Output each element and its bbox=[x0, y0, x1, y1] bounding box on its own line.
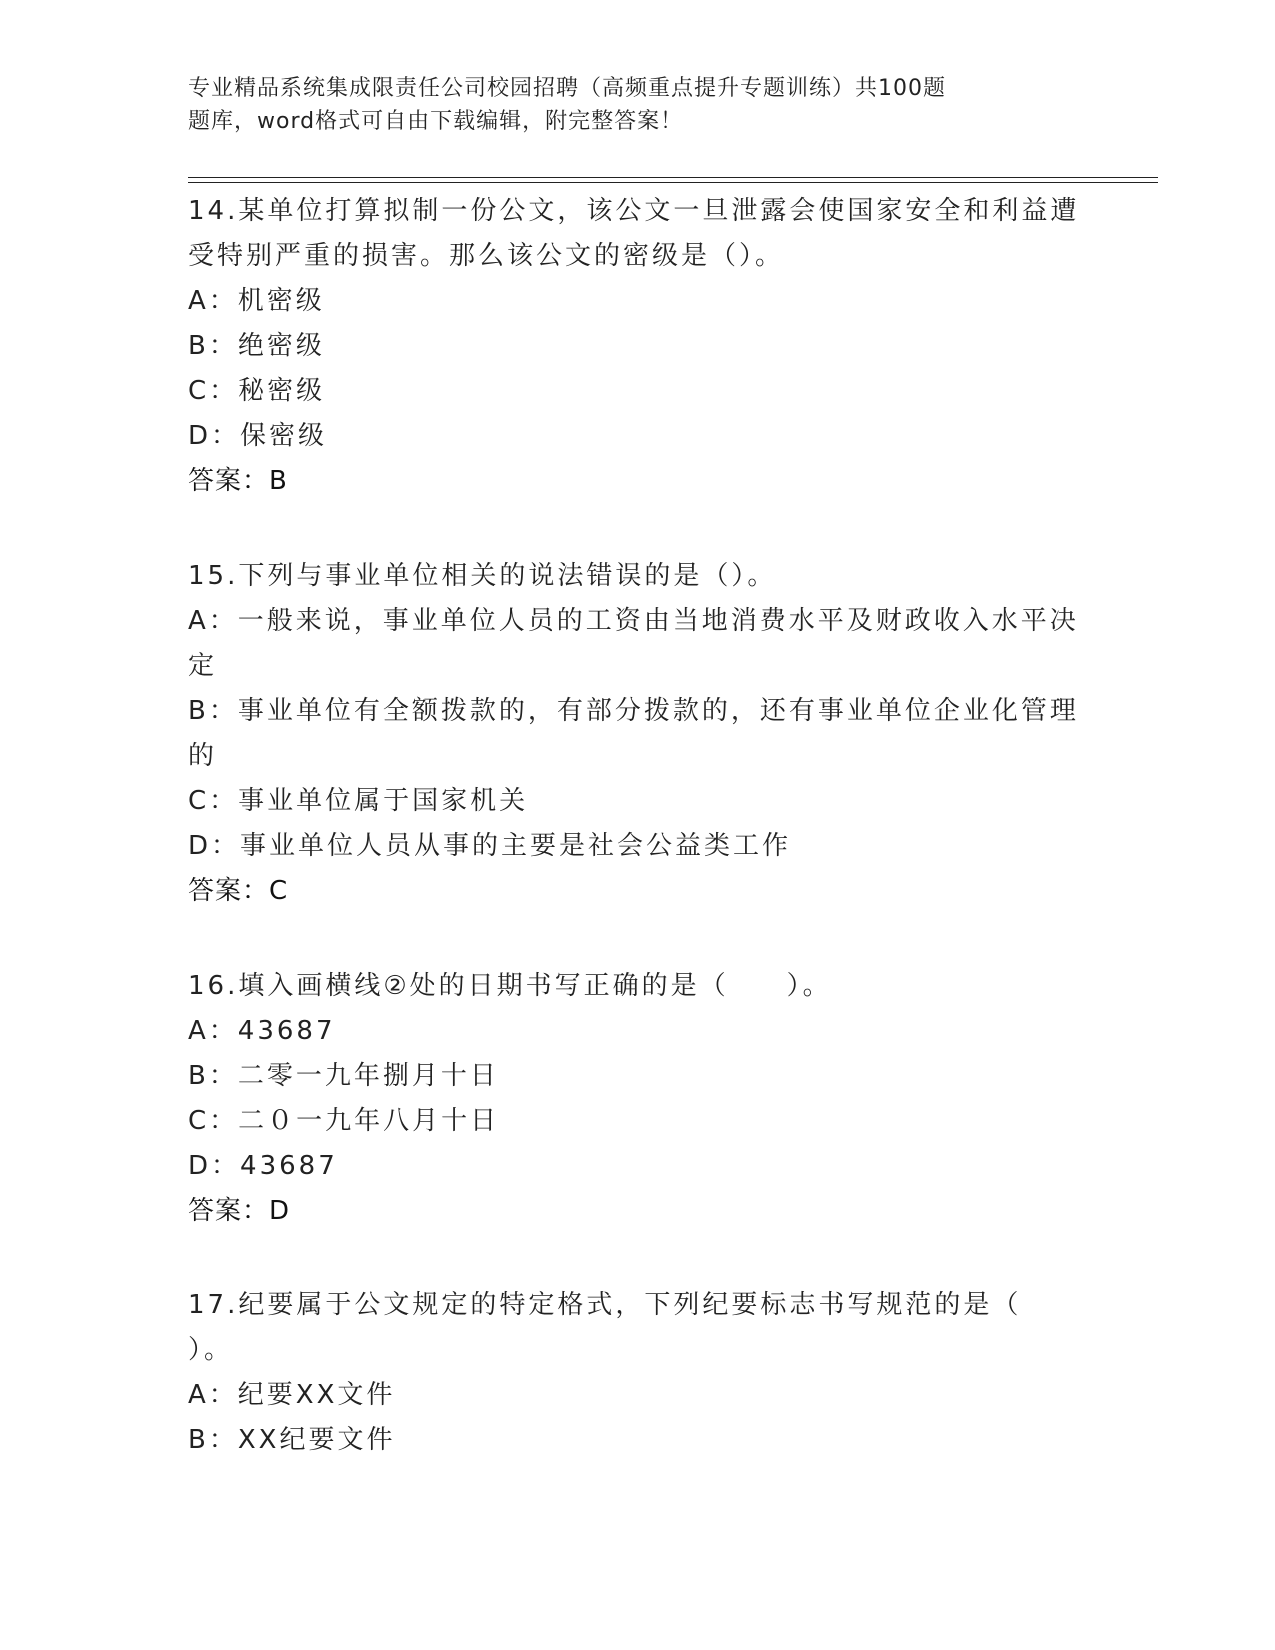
option-b-continued: 的 bbox=[188, 741, 218, 771]
option-b: B：绝密级 bbox=[188, 331, 325, 361]
option-a: A：机密级 bbox=[188, 286, 325, 316]
header-line-2: 题库，word格式可自由下载编辑，附完整答案！ bbox=[188, 109, 684, 134]
option-d: D：事业单位人员从事的主要是社会公益类工作 bbox=[188, 831, 792, 861]
question-17 bbox=[188, 1283, 1088, 1463]
question-stem-continued: ）。 bbox=[188, 1335, 234, 1365]
option-c: C：二０一九年八月十日 bbox=[188, 1106, 500, 1136]
option-a: A：纪要XX文件 bbox=[188, 1380, 396, 1410]
option-b: B：二零一九年捌月十日 bbox=[188, 1061, 499, 1091]
header-divider-top bbox=[188, 177, 1158, 178]
question-stem: 16.填入画横线②处的日期书写正确的是（ ）。 bbox=[188, 971, 832, 1001]
answer: 答案：B bbox=[188, 466, 288, 496]
question-stem-continued: 受特别严重的损害。那么该公文的密级是（）。 bbox=[188, 241, 785, 271]
answer: 答案：D bbox=[188, 1196, 291, 1226]
header-divider-bottom bbox=[188, 182, 1158, 183]
option-d: D：保密级 bbox=[188, 421, 328, 451]
header-line-1: 专业精品系统集成限责任公司校园招聘（高频重点提升专题训练）共100题 bbox=[188, 76, 946, 101]
question-14 bbox=[188, 189, 1088, 504]
option-a: A：43687 bbox=[188, 1016, 336, 1046]
question-stem: 15.下列与事业单位相关的说法错误的是（）。 bbox=[188, 561, 777, 591]
option-b: B：事业单位有全额拨款的，有部分拨款的，还有事业单位企业化管理 bbox=[188, 696, 1079, 726]
document-header bbox=[188, 72, 1028, 138]
option-b: B：XX纪要文件 bbox=[188, 1425, 396, 1455]
option-c: C：秘密级 bbox=[188, 376, 326, 406]
option-c: C：事业单位属于国家机关 bbox=[188, 786, 529, 816]
question-16 bbox=[188, 964, 1088, 1234]
question-stem: 17.纪要属于公文规定的特定格式，下列纪要标志书写规范的是（ bbox=[188, 1290, 1022, 1320]
question-stem: 14.某单位打算拟制一份公文，该公文一旦泄露会使国家安全和利益遭 bbox=[188, 196, 1080, 226]
option-a-continued: 定 bbox=[188, 651, 218, 681]
question-15 bbox=[188, 554, 1088, 914]
option-a: A：一般来说，事业单位人员的工资由当地消费水平及财政收入水平决 bbox=[188, 606, 1079, 636]
option-d: D：43687 bbox=[188, 1151, 338, 1181]
answer: 答案：C bbox=[188, 876, 289, 906]
